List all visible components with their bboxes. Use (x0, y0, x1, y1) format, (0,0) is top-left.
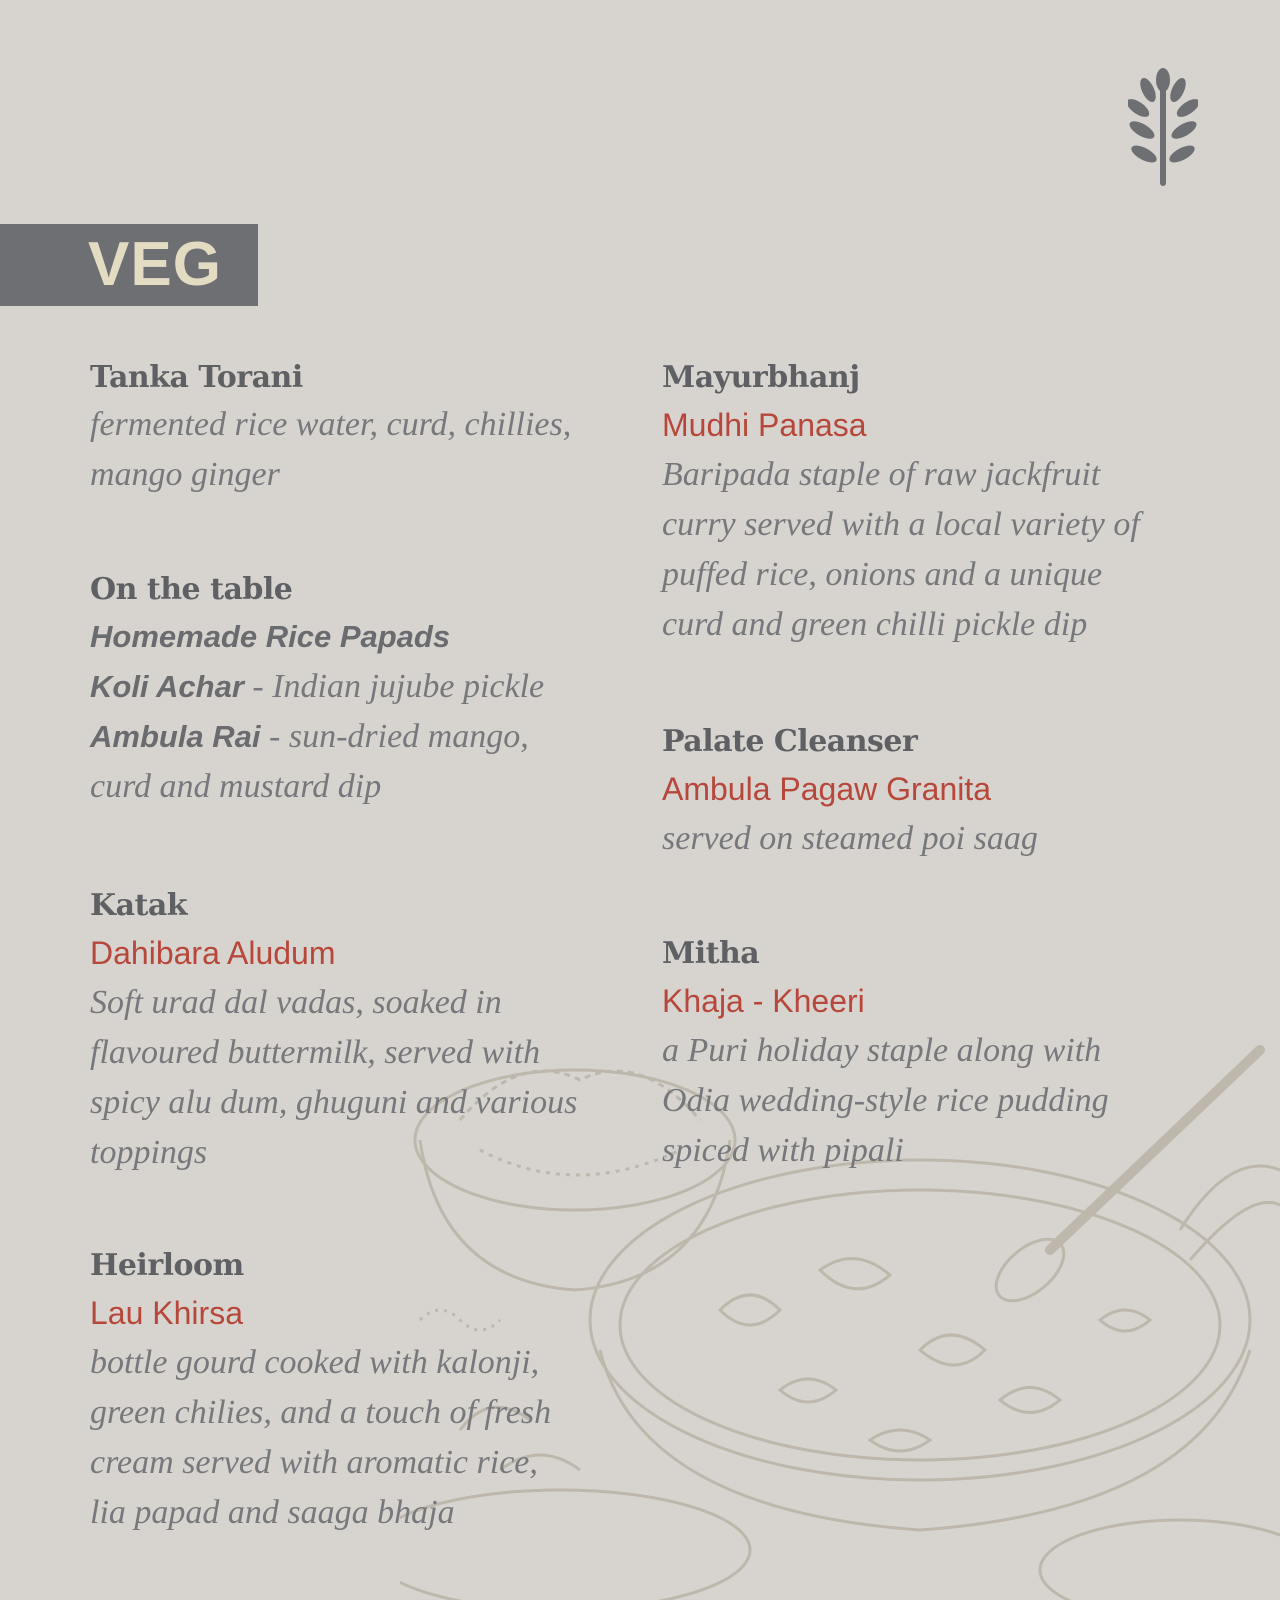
section-description-line: served on steamed poi saag (662, 820, 1038, 857)
menu-section-heirloom (90, 1244, 590, 1538)
menu-section-mitha (662, 932, 1109, 1176)
section-heading: Mitha (662, 936, 760, 971)
section-description-line: cream served with aromatic rice, (90, 1444, 538, 1481)
section-description-line: curry served with a local variety of (662, 506, 1140, 543)
section-description-line: toppings (90, 1134, 208, 1171)
section-description-line: Odia wedding-style rice pudding (662, 1082, 1109, 1119)
category-banner (0, 224, 258, 306)
table-item (90, 662, 544, 712)
section-description-line: green chilies, and a touch of fresh (90, 1394, 552, 1431)
section-description-line: bottle gourd cooked with kalonji, (90, 1344, 540, 1381)
menu-section-katak (90, 884, 577, 1178)
dish-name: Lau Khirsa (90, 1295, 243, 1331)
section-description-line: a Puri holiday staple along with (662, 1032, 1102, 1069)
section-description-line: Baripada staple of raw jackfruit (662, 456, 1101, 493)
section-heading: Heirloom (90, 1248, 244, 1283)
section-description-line: curd and green chilli pickle dip (662, 606, 1088, 643)
dish-name: Dahibara Aludum (90, 935, 336, 971)
section-description-line: fermented rice water, curd, chillies, (90, 406, 572, 443)
section-description-line: Soft urad dal vadas, soaked in (90, 984, 502, 1021)
section-heading: Mayurbhanj (662, 360, 860, 395)
menu-section-tanka-torani (90, 356, 571, 500)
table-item-detail: - Indian jujube pickle (243, 668, 545, 705)
section-heading: Palate Cleanser (662, 724, 918, 759)
leaf-sprig-icon (1128, 68, 1198, 186)
section-description-line: puffed rice, onions and a unique (662, 556, 1103, 593)
section-description-line: spiced with pipali (662, 1132, 904, 1169)
section-heading: Tanka Torani (90, 360, 303, 395)
table-item (90, 712, 544, 762)
table-item (90, 612, 544, 662)
table-item-continuation: curd and mustard dip (90, 768, 382, 805)
section-heading: On the table (90, 572, 293, 607)
table-item-name: Homemade Rice Papads (90, 619, 451, 654)
dish-name: Ambula Pagaw Granita (662, 771, 992, 807)
table-item-name: Koli Achar (90, 669, 244, 704)
menu-section-on-the-table (90, 568, 544, 812)
menu-section-palate-cleanser (662, 720, 1038, 864)
section-description-line: lia papad and saaga bhaja (90, 1494, 455, 1531)
menu-section-mayurbhanj (662, 356, 1140, 650)
section-description-line: flavoured buttermilk, served with (90, 1034, 541, 1071)
section-heading: Katak (90, 888, 188, 923)
section-description-line: mango ginger (90, 456, 280, 493)
dish-name: Mudhi Panasa (662, 407, 867, 443)
category-title: VEG (88, 230, 222, 299)
table-item-detail: - sun-dried mango, (260, 718, 529, 755)
section-description-line: spicy alu dum, ghuguni and various (90, 1084, 578, 1121)
dish-name: Khaja - Kheeri (662, 983, 865, 1019)
table-item-name: Ambula Rai (90, 719, 261, 754)
